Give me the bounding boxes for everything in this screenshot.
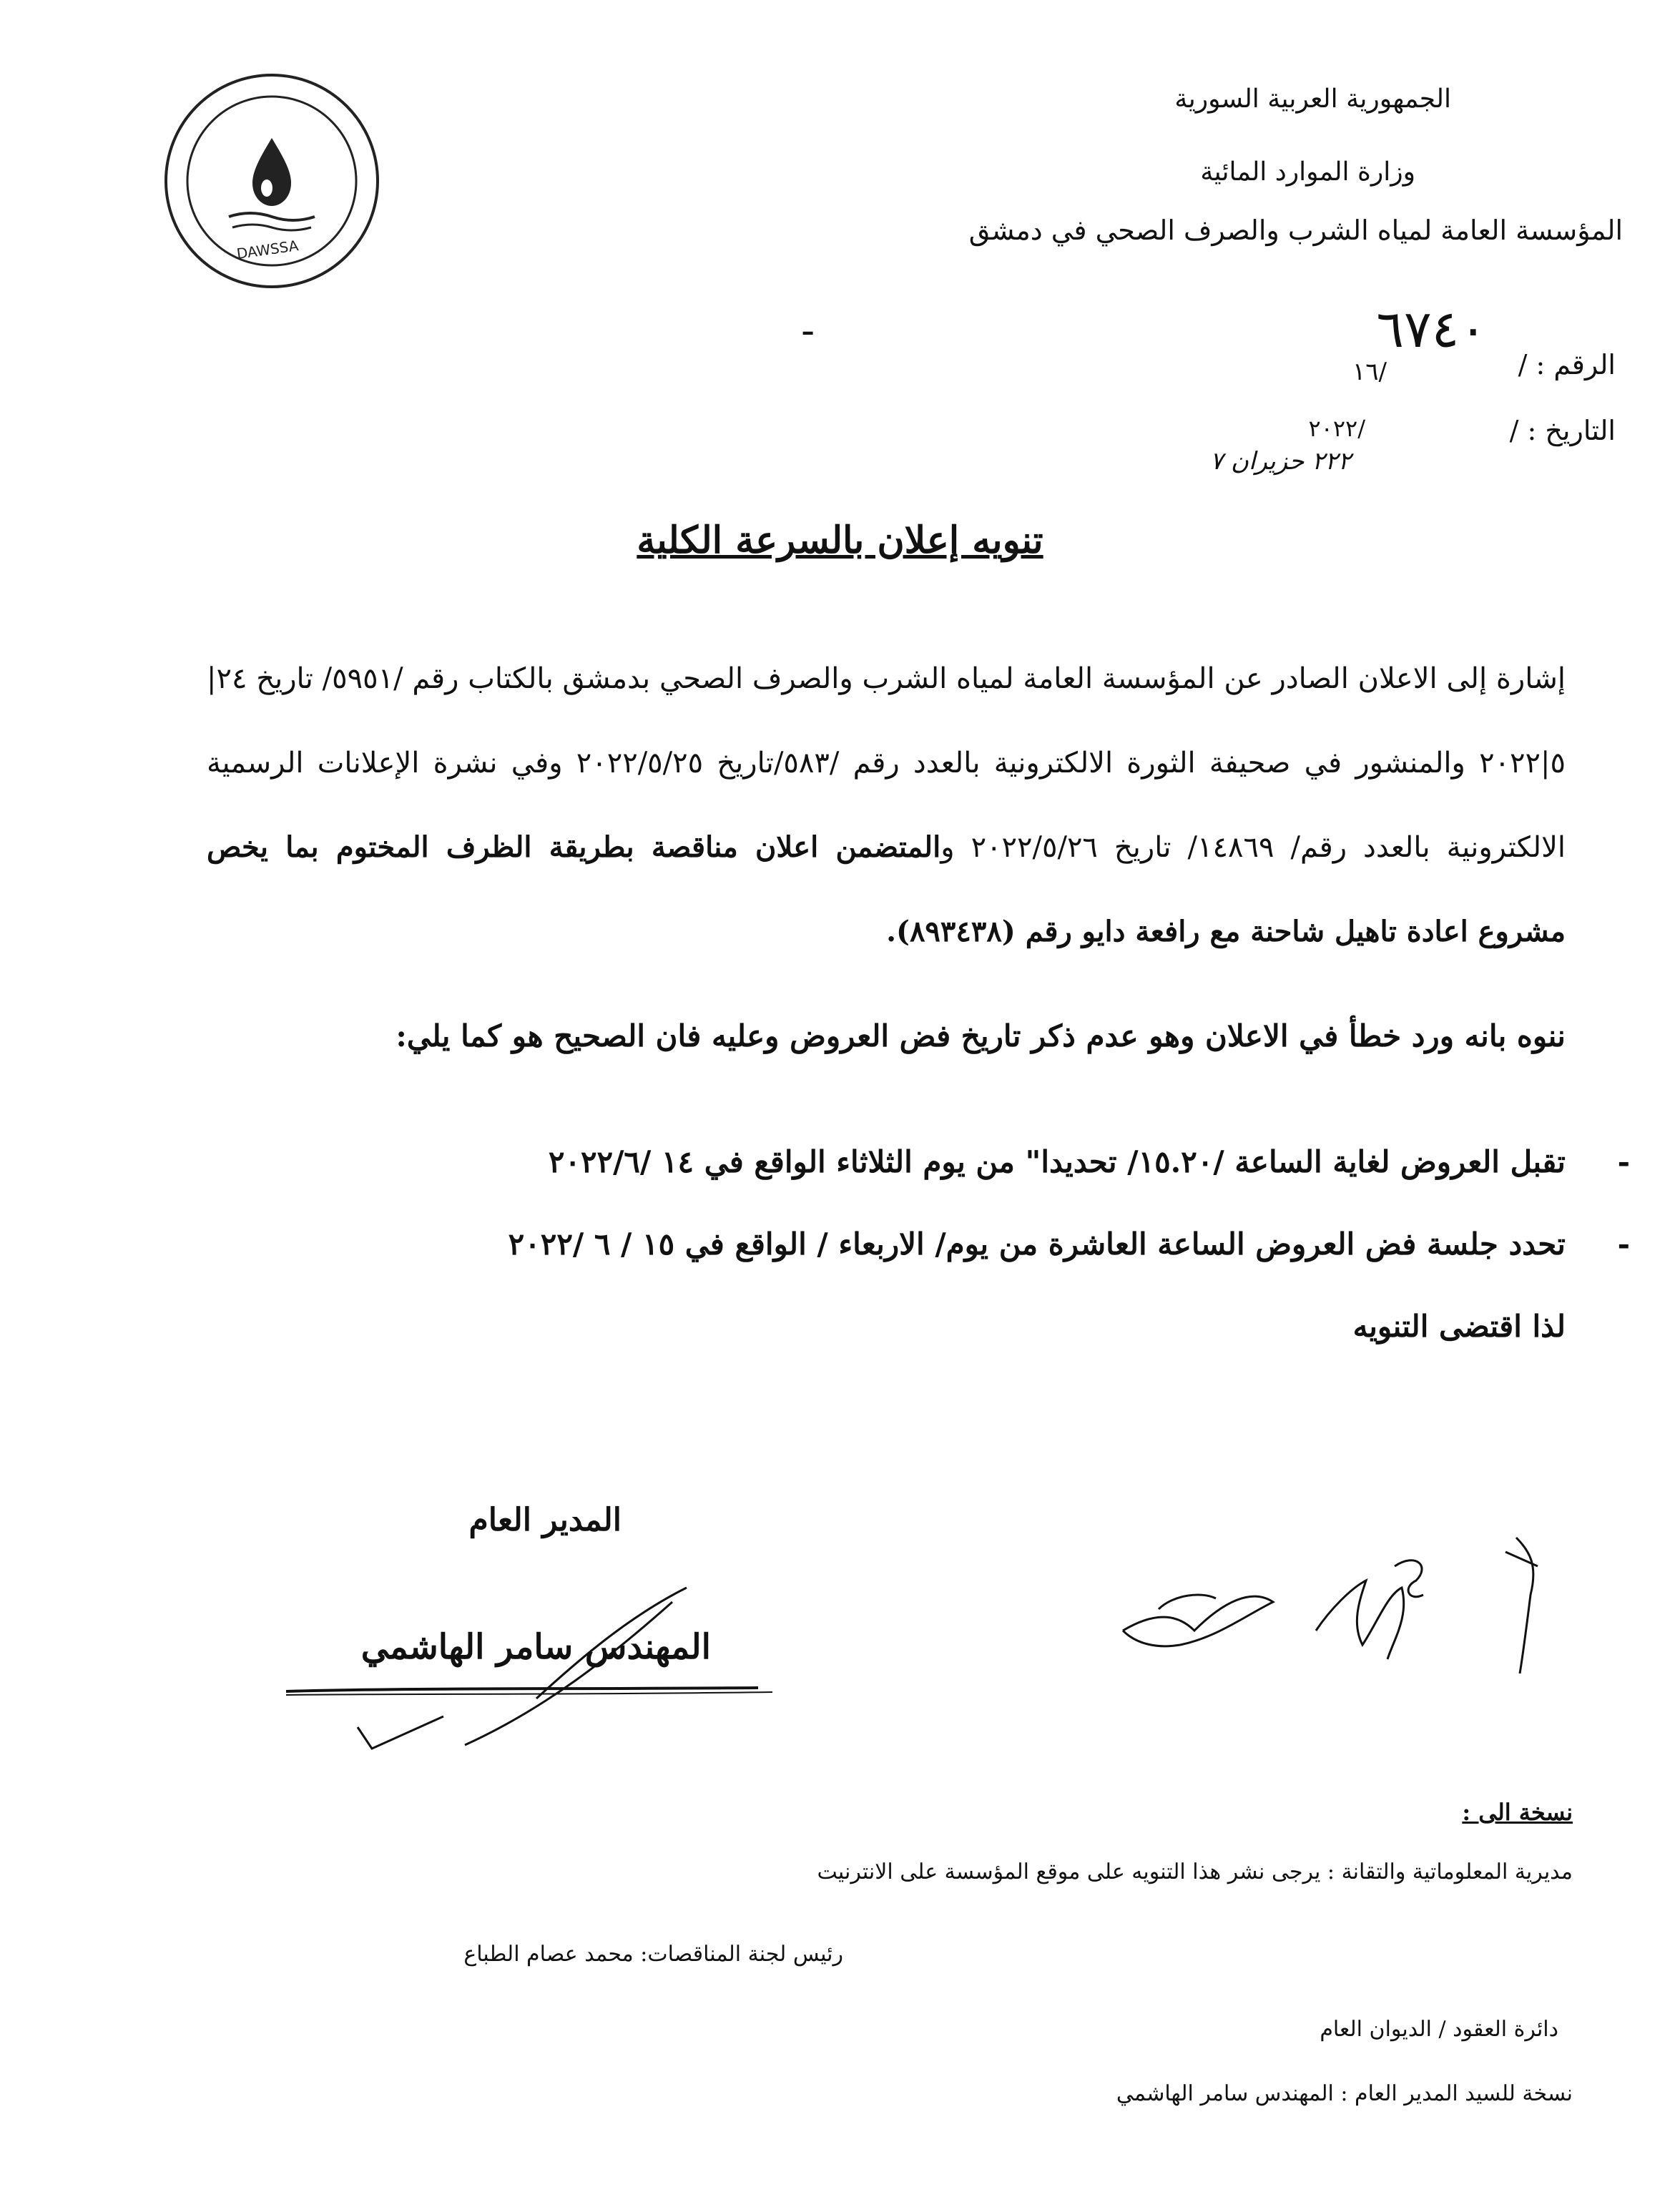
dawssa-seal-logo [161,70,383,292]
bullet-item [207,1144,1630,1179]
document-title: تنويه إعلان بالسرعة الكلية [637,518,1043,562]
header-organization: المؤسسة العامة لمياه الشرب والصرف الصحي في دمشق [968,215,1623,246]
handwritten-initials [1116,1523,1559,1681]
handwritten-signature [272,1573,844,1774]
body-text: إشارة إلى الاعلان الصادر عن المؤسسة العامة لمياه الشرب والصرف الصحي بدمشق بالكتاب رقم /٥٩٥١/ تاريخ ٢٤|٥|٢٠٢٢ والمنشور في صحيفة الثورة الالكترونية بالعدد رقم /٥٨٣/تاريخ ٢٠٢٢/٥/٢٥ وفي نشرة الإعلانات الرسمية الالكترونية بالعدد رقم/ ١٤٨٦٩/ تاريخ ٢٠٢٢/٥/٢٦ و [207,662,1566,864]
signatory-title: المدير العام [468,1502,622,1538]
header-country: الجمهورية العربية السورية [1174,84,1451,114]
copies-label: نسخة الى : [1462,1799,1573,1826]
closing-line: لذا اقتضى التنويه [1352,1309,1566,1344]
bullet-marker: - [1617,1144,1630,1179]
reference-number: ٦٧٤٠ [1376,299,1487,359]
copy-recipient: رئيس لجنة المناقصات: محمد عصام الطباع [463,1942,843,1967]
reference-prefix: - [801,308,815,354]
copy-recipient: نسخة للسيد المدير العام : المهندس سامر الهاشمي [1116,2081,1573,2106]
reference-suffix: ١٦/ [1352,358,1387,386]
signatory-name: المهندس سامر الهاشمي [360,1627,711,1667]
body-paragraph [207,636,1566,974]
notice-paragraph: ننوه بانه ورد خطأ في الاعلان وهو عدم ذكر تاريخ فض العروض وعليه فان الصحيح هو كما يلي: [396,1018,1566,1053]
header-ministry: وزارة الموارد المائية [1200,157,1415,187]
date-label: التاريخ : / [1509,415,1616,446]
copy-recipient: دائرة العقود / الديوان العام [1320,2017,1558,2042]
bullet-text: تقبل العروض لغاية الساعة /١٥.٢٠/ تحديدا" من يوم الثلاثاء الواقع في ١٤ /٢٠٢٢/٦ [548,1144,1566,1179]
bullet-text: تحدد جلسة فض العروض الساعة العاشرة من يوم/ الاربعاء / الواقع في ١٥ / ٦ /٢٠٢٢ [508,1227,1566,1262]
copy-recipient: مديرية المعلوماتية والتقانة : يرجى نشر هذا التنويه على موقع المؤسسة على الانترنيت [817,1859,1573,1884]
bullet-marker: - [1617,1227,1630,1262]
bullet-item [207,1227,1630,1262]
date-year: ٢٠٢٢/ [1308,415,1365,442]
body-text-bold: المتضمن اعلان مناقصة بطريقة الظرف المختوم بما يخص مشروع اعادة تاهيل شاحنة مع رافعة دايو رقم (٨٩٣٤٣٨). [207,830,1566,948]
date-handwritten: ٢٢٢ حزيران ٧ [1209,447,1351,476]
seal-text: DAWSSA [235,237,300,262]
reference-label: الرقم : / [1518,349,1616,380]
